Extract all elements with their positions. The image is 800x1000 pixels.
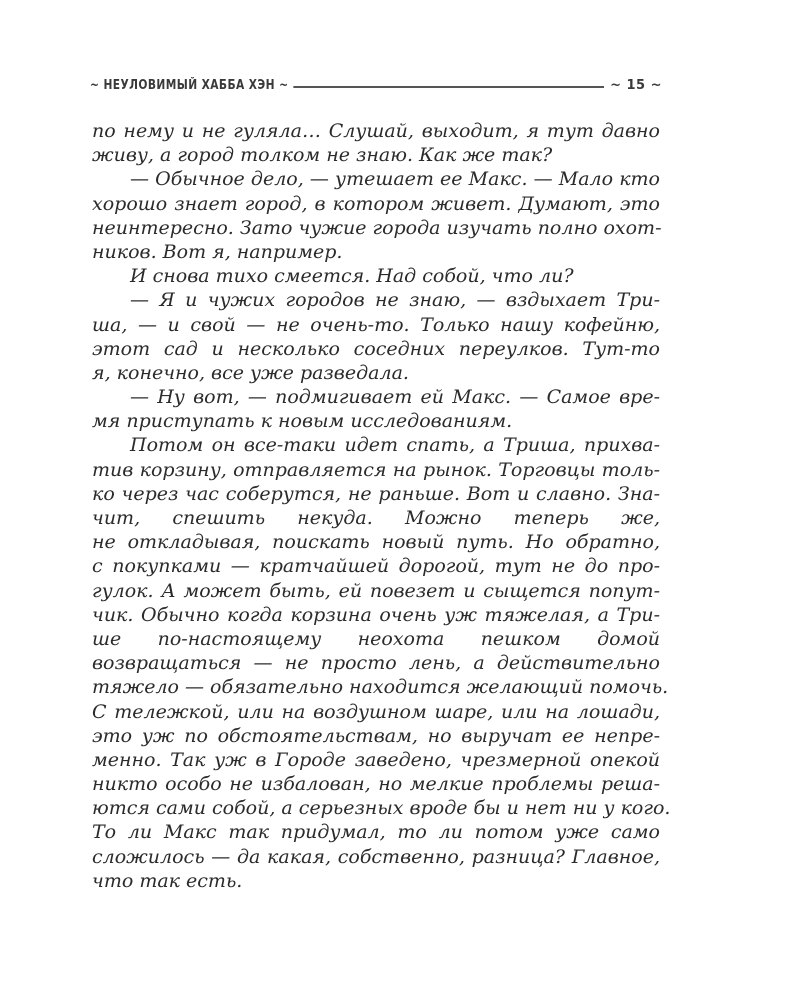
text-line: — Обычное дело, — утешает ее Макс. — Мало кто bbox=[130, 168, 660, 191]
text-line: То ли Макс так придумал, то ли потом уже само bbox=[92, 821, 660, 844]
text-line: — Ну вот, — подмигивает ей Макс. — Самое вре- bbox=[130, 386, 660, 409]
text-line: живу, а город толком не знаю. Как же так? bbox=[92, 144, 553, 167]
text-line: это уж по обстоятельствам, но выручат ее непре- bbox=[92, 724, 660, 747]
text-line: ше по-настоящему неохота пешком домой bbox=[92, 627, 660, 650]
text-line: ко через час соберутся, не раньше. Вот и славно. Зна- bbox=[92, 482, 660, 505]
text-line: по нему и не гуляла… Слушай, выходит, я тут давно bbox=[92, 120, 660, 142]
text-line: никто особо не избалован, но мелкие проблемы реша- bbox=[92, 773, 660, 796]
text-line: Потом он все-таки идет спать, а Триша, прихва- bbox=[130, 434, 660, 457]
running-title: ~ НЕУЛОВИМЫЙ ХАББА ХЭН ~ bbox=[90, 77, 293, 95]
text-line: ются сами собой, а серьезных вроде бы и нет ни у кого. bbox=[92, 797, 671, 820]
text-line: этот сад и несколько соседних переулков. Тут-то bbox=[92, 337, 660, 360]
text-line: гулок. А может быть, ей повезет и сыщется попут- bbox=[92, 579, 660, 602]
text-line: не откладывая, поискать новый путь. Но обратно, bbox=[92, 531, 660, 554]
text-line: ников. Вот я, например. bbox=[92, 240, 343, 263]
text-line: менно. Так уж в Городе заведено, чрезмерной опекой bbox=[92, 748, 660, 771]
text-line: ша, — и свой — не очень-то. Только нашу кофейню, bbox=[92, 313, 660, 336]
text-line: я, конечно, все уже разведала. bbox=[92, 361, 409, 384]
text-line: с покупками — кратчайшей дорогой, тут не до про- bbox=[92, 555, 660, 578]
text-line: сложилось — да какая, собственно, разница? Главное, bbox=[92, 845, 660, 868]
text-line: возвращаться — не просто лень, а действительно bbox=[92, 652, 660, 675]
text-line: И снова тихо смеется. Над собой, что ли? bbox=[130, 265, 574, 288]
text-line: что так есть. bbox=[92, 869, 243, 892]
text-line: хорошо знает город, в котором живет. Думают, это bbox=[92, 192, 660, 215]
text-line: тяжело — обязательно находится желающий помочь. bbox=[92, 676, 669, 699]
text-line: — Я и чужих городов не знаю, — вздыхает Три- bbox=[130, 289, 660, 312]
text-body bbox=[92, 119, 671, 893]
page-number: ~ 15 ~ bbox=[604, 77, 662, 95]
text-line: неинтересно. Зато чужие города изучать полно охот- bbox=[92, 216, 662, 239]
text-line: чик. Обычно когда корзина очень уж тяжелая, а Три- bbox=[92, 603, 660, 626]
page-header bbox=[92, 76, 660, 98]
text-line: мя приступать к новым исследованиям. bbox=[92, 410, 513, 433]
text-line: чит, спешить некуда. Можно теперь же, bbox=[92, 507, 660, 529]
text-line: тив корзину, отправляется на рынок. Торговцы толь- bbox=[92, 458, 660, 481]
text-line: С тележкой, или на воздушном шаре, или на лошади, bbox=[92, 700, 660, 723]
